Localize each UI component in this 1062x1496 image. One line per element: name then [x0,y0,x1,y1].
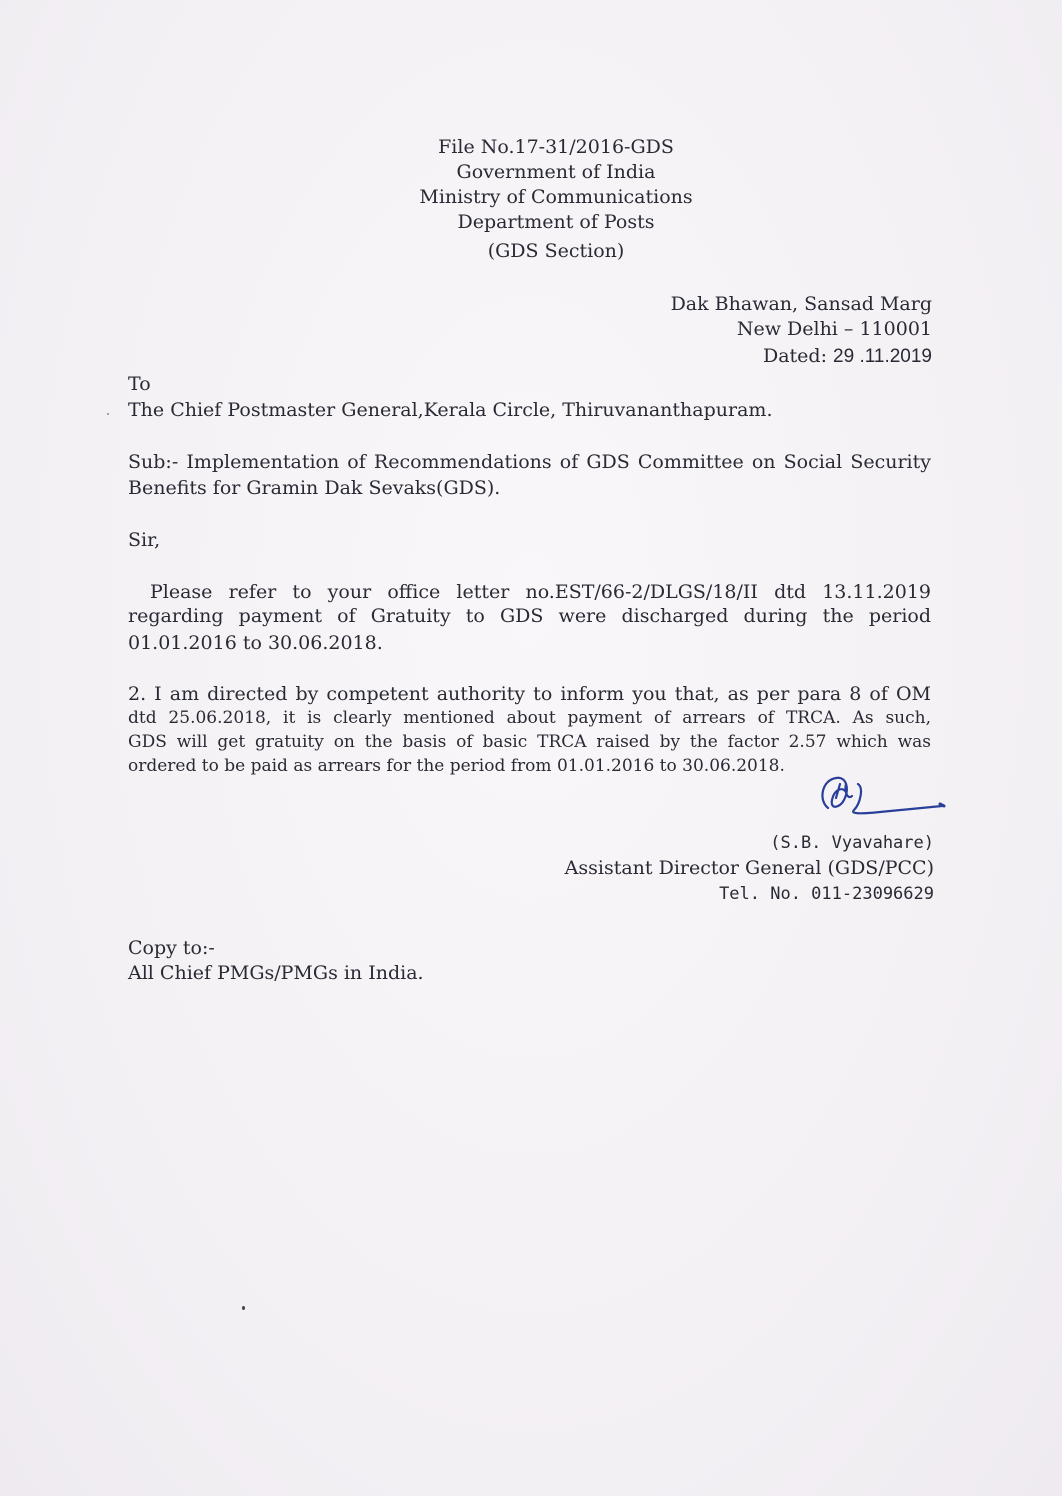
scan-speck [107,413,109,415]
subject-line1: Sub:- Implementation of Recommendations of GDS Committee on Social Security [128,451,931,473]
para1-line3: 01.01.2016 to 30.06.2018. [128,632,383,654]
para2-line4: ordered to be paid as arrears for the period from 01.01.2016 to 30.06.2018. [128,756,785,776]
para1-line1: Please refer to your office letter no.EST/66-2/DLGS/18/II dtd 13.11.2019 [150,581,931,603]
para2-line2: dtd 25.06.2018, it is clearly mentioned about payment of arrears of TRCA. As such, [128,708,931,728]
signatory-designation: Assistant Director General (GDS/PCC) [564,857,934,879]
addressee: The Chief Postmaster General,Kerala Circle, Thiruvananthapuram. [128,399,773,421]
ministry-name: Ministry of Communications [419,186,693,208]
para1-line2: regarding payment of Gratuity to GDS were discharged during the period [128,605,931,627]
file-number: File No.17-31/2016-GDS [438,136,674,158]
letter-date [763,345,932,368]
para2-line3: GDS will get gratuity on the basis of basic TRCA raised by the factor 2.57 which was [128,732,931,752]
date-label: Dated: [762,345,827,367]
office-address-line1: Dak Bhawan, Sansad Marg [670,293,932,315]
department-name: Department of Posts [457,211,655,233]
subject-line2: Benefits for Gramin Dak Sevaks(GDS). [128,477,501,499]
government-name: Government of India [456,161,656,183]
section-name: (GDS Section) [487,240,625,262]
date-value: 29 .11.2019 [833,346,932,367]
para2-line1: 2. I am directed by competent authority to inform you that, as per para 8 of OM [128,683,931,705]
office-address-line2: New Delhi – 110001 [736,318,932,340]
signatory-telephone: Tel. No. 011-23096629 [719,884,934,904]
scan-speck [242,1306,245,1310]
to-label: To [128,373,151,395]
copy-to-label: Copy to:- [128,937,215,959]
copy-to-recipients: All Chief PMGs/PMGs in India. [128,962,424,984]
signature-image [800,770,950,832]
salutation: Sir, [128,529,161,551]
signatory-name: (S.B. Vyavahare) [770,833,934,853]
